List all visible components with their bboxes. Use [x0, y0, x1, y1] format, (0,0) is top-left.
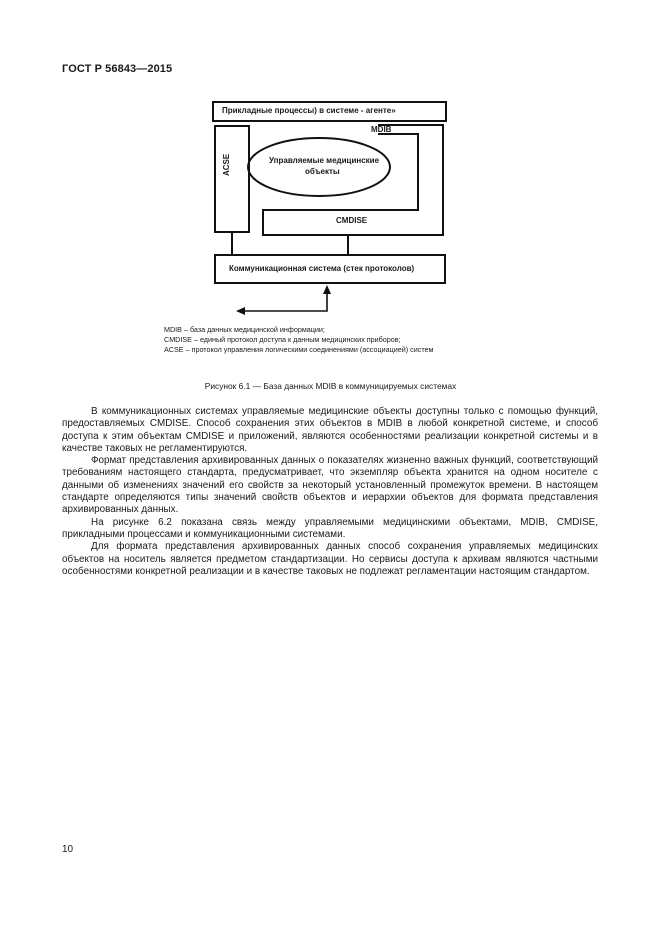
figure-mdib-diagram — [0, 0, 661, 380]
paragraph-4: Для формата представления архивированных данных способ сохранения управляемых медицинских объектов на носитель является предметом стандартизации. Но сервисы доступа к архивам являются частными особенностями конкретной реализации и в качестве таковых не подлежат регламентации настоящим стандартом. — [62, 541, 598, 577]
mdib-label: MDIB — [371, 125, 392, 134]
legend-item-mdib: MDIB – база данных медицинской информации; — [164, 325, 325, 334]
acse-label: ACSE — [222, 153, 231, 176]
cmdise-label: CMDISE — [336, 216, 368, 225]
figure-caption: Рисунок 6.1 — База данных MDIB в коммуницируемых системах — [204, 381, 457, 391]
figure-legend — [164, 325, 434, 356]
paragraph-3: На рисунке 6.2 показана связь между управляемыми медицинскими объектами, MDIB, CMDISE, прикладными процессами и коммуникационными системами. — [62, 516, 598, 540]
page-number: 10 — [62, 844, 74, 855]
legend-item-acse: ACSE – протокол управления логическими соединениями (ассоциацией) систем — [164, 345, 434, 355]
diagram-svg — [0, 0, 661, 380]
paragraph-2: Формат представления архивированных данных о показателях жизненно важных функций, соответствующий требованиям настоящего стандарта, предусматривает, что экземпляр объекта хранится на одном носителе с данными об изменениях значений его свойств за некоторый установленный промежуток времени. В настоящем стандарте определяются типы значений свойств объектов и иерархии объектов для формата представления архивированных данных. — [62, 455, 598, 516]
body-text — [62, 406, 598, 578]
bottom-box-label: Коммуникационная система (стек протоколов) — [229, 264, 415, 273]
arrowhead-up — [323, 285, 331, 294]
network-arrow-line — [239, 287, 327, 311]
document-header: ГОСТ Р 56843—2015 — [62, 63, 173, 75]
legend-item-cmdise: CMDISE – единый протокол доступа к данным медицинских приборов; — [164, 335, 401, 345]
paragraph-1: В коммуникационных системах управляемые медицинские объекты доступны только с помощью функций, предоставляемых CMDISE. Способ сохранения этих объектов в MDIB в любой конкретной системе, и способ доступа к этим объектам CMDISE и приложений, являются особенностями реализации конкретной системы и в качестве таковых не регламентируются. — [62, 406, 598, 454]
ellipse-label-line2: объекты — [305, 167, 340, 176]
acse-box — [215, 126, 249, 232]
arrowhead-left — [236, 307, 245, 315]
top-box-label: Прикладные процессы) в системе - агенте» — [222, 106, 396, 115]
ellipse-label-line1: Управляемые медицинские — [269, 156, 380, 165]
